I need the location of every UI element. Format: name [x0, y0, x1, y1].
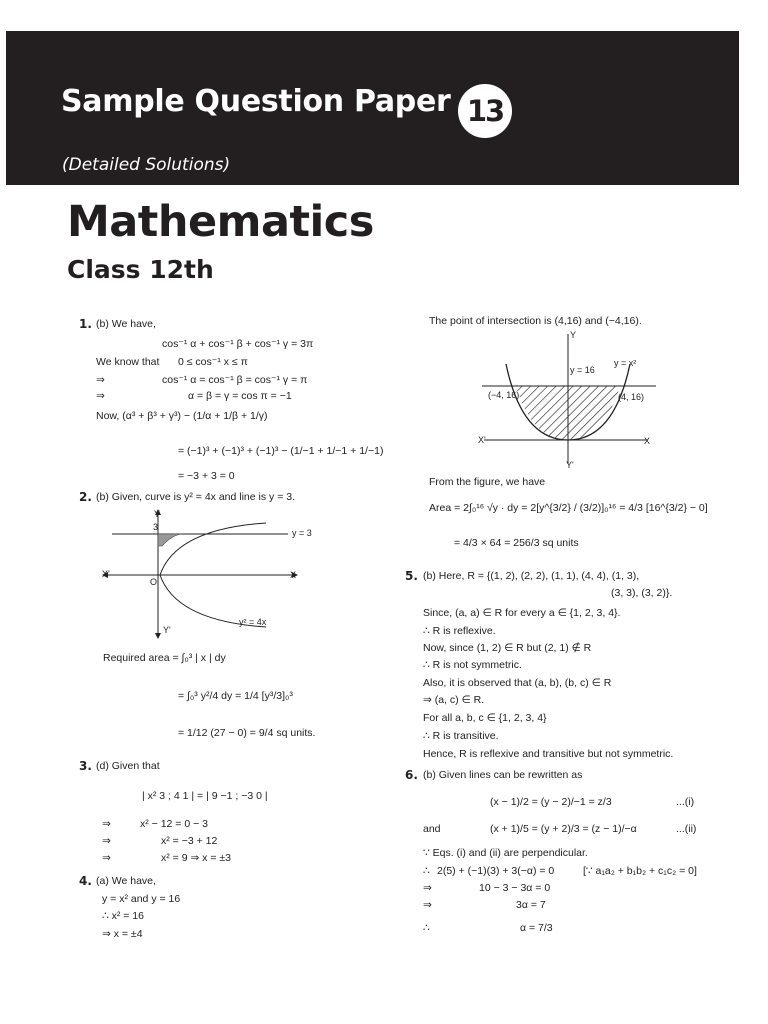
equation: 2(5) + (−1)(3) + 3(−α) = 0: [437, 865, 555, 877]
parabola-figure: [478, 328, 678, 470]
equation: y = x² and y = 16: [102, 893, 181, 905]
shaded-region: [516, 386, 620, 440]
question-number: 6.: [405, 768, 418, 782]
implies-symbol: ⇒: [96, 390, 105, 402]
axis-label-y-prime: Y': [163, 625, 171, 635]
subject-title: Mathematics: [67, 197, 374, 247]
equation: Area = 2∫₀¹⁶ √y · dy = 2[y^{3/2} / (3/2)]₀¹⁶ = 4/3 [16^{3/2} − 0]: [429, 502, 708, 514]
solution-text: Hence, R is reflexive and transitive but not symmetric.: [423, 748, 674, 760]
equation: = ∫₀³ y²/4 dy = 1/4 [y³/3]₀³: [178, 690, 293, 702]
solution-intro: (b) We have,: [96, 318, 156, 330]
equation: Required area = ∫₀³ | x | dy: [103, 652, 226, 664]
equation: cos⁻¹ α = cos⁻¹ β = cos⁻¹ γ = π: [162, 374, 308, 386]
equation-tag: ...(i): [676, 796, 695, 808]
y-axis-arrow: [155, 633, 161, 639]
equation: (x + 1)/5 = (y + 2)/3 = (z − 1)/−α: [490, 823, 637, 835]
point-label-right: (4, 16): [618, 392, 645, 402]
question-number: 1.: [79, 317, 92, 331]
equation: Now, (α³ + β³ + γ³) − (1/α + 1/β + 1/γ): [96, 410, 268, 422]
axis-label-x: X: [290, 570, 297, 580]
line-label: y = 3: [292, 528, 312, 538]
axis-label-x: X: [644, 436, 651, 446]
axis-label-y: Y: [570, 330, 577, 340]
implies-symbol: ⇒: [102, 835, 111, 847]
solution-text: ∵ Eqs. (i) and (ii) are perpendicular.: [423, 847, 588, 859]
paper-title: Sample Question Paper: [61, 84, 451, 119]
solution-intro: (d) Given that: [96, 760, 160, 772]
solution-text: The point of intersection is (4,16) and (−4,16).: [429, 315, 642, 327]
shaded-region: [158, 534, 182, 546]
equation: = (−1)³ + (−1)³ + (−1)³ − (1/−1 + 1/−1 + 1/−1): [178, 445, 384, 457]
equation: = 1/12 (27 − 0) = 9/4 sq units.: [178, 727, 316, 739]
equation: α = 7/3: [520, 922, 553, 934]
solution-text: ⇒ (a, c) ∈ R.: [423, 694, 485, 706]
tick-label-3: 3: [153, 522, 159, 532]
parabola-figure: [96, 505, 336, 640]
question-number: 4.: [79, 874, 92, 888]
equation: = −3 + 3 = 0: [178, 470, 235, 482]
question-number: 3.: [79, 759, 92, 773]
axis-label-y-prime: Y': [566, 460, 574, 470]
equation: 0 ≤ cos⁻¹ x ≤ π: [178, 356, 248, 368]
solution-text: Since, (a, a) ∈ R for every a ∈ {1, 2, 3, 4}.: [423, 607, 621, 619]
equation-note: [∵ a₁a₂ + b₁b₂ + c₁c₂ = 0]: [583, 865, 697, 877]
paper-subtitle: (Detailed Solutions): [62, 155, 231, 175]
determinant-equation: | x² 3 ; 4 1 | = | 9 −1 ; −3 0 |: [142, 790, 268, 802]
solution-intro: (a) We have,: [96, 875, 156, 887]
question-number: 5.: [405, 569, 418, 583]
solution-text: (b) Here, R = {(1, 2), (2, 2), (1, 1), (4, 4), (1, 3),: [423, 570, 640, 582]
equation: (x − 1)/2 = (y − 2)/−1 = z/3: [490, 796, 612, 808]
equation-tag: ...(ii): [676, 823, 697, 835]
equation: 3α = 7: [516, 899, 546, 911]
solution-text: From the figure, we have: [429, 476, 546, 488]
axis-label-y: Y: [154, 509, 161, 519]
curve-label: y = x²: [614, 358, 637, 368]
line-label: y = 16: [570, 365, 595, 375]
solution-intro: (b) Given lines can be rewritten as: [423, 769, 583, 781]
question-number: 2.: [79, 490, 92, 504]
point-label-left: (−4, 16): [488, 390, 520, 400]
implies-symbol: ⇒: [423, 882, 432, 894]
implies-symbol: ⇒: [423, 899, 432, 911]
solution-text: (3, 3), (3, 2)}.: [611, 587, 673, 599]
implies-symbol: ⇒: [102, 818, 111, 830]
solution-text: ∴ R is not symmetric.: [423, 659, 522, 671]
solution-text: We know that: [96, 356, 160, 368]
equation: x² − 12 = 0 − 3: [140, 818, 209, 830]
equation: ∴ x² = 16: [102, 910, 144, 922]
origin-label: O: [150, 577, 158, 587]
curve-label: y² = 4x: [239, 617, 267, 627]
class-label: Class 12th: [67, 255, 214, 284]
axis-label-x-prime: X': [102, 569, 110, 579]
solution-text: Now, since (1, 2) ∈ R but (2, 1) ∉ R: [423, 642, 592, 654]
equation: ⇒ x = ±4: [102, 928, 143, 940]
equation: x² = 9 ⇒ x = ±3: [161, 852, 232, 864]
implies-symbol: ⇒: [96, 374, 105, 386]
solution-intro: (b) Given, curve is y² = 4x and line is y = 3.: [96, 491, 295, 503]
solution-text: and: [423, 823, 441, 835]
equation: = 4/3 × 64 = 256/3 sq units: [454, 537, 579, 549]
implies-symbol: ⇒: [102, 852, 111, 864]
axis-label-x-prime: X': [478, 435, 486, 445]
equation: x² = −3 + 12: [161, 835, 218, 847]
solution-text: Also, it is observed that (a, b), (b, c) ∈ R: [423, 677, 612, 689]
therefore-symbol: ∴: [423, 865, 430, 877]
equation: 10 − 3 − 3α = 0: [479, 882, 551, 894]
solution-text: ∴ R is transitive.: [423, 730, 499, 742]
solution-text: ∴ R is reflexive.: [423, 625, 496, 637]
paper-number-badge: 13: [458, 84, 512, 138]
solution-text: For all a, b, c ∈ {1, 2, 3, 4}: [423, 712, 547, 724]
therefore-symbol: ∴: [423, 922, 430, 934]
equation: cos⁻¹ α + cos⁻¹ β + cos⁻¹ γ = 3π: [162, 338, 314, 350]
equation: α = β = γ = cos π = −1: [188, 390, 292, 402]
